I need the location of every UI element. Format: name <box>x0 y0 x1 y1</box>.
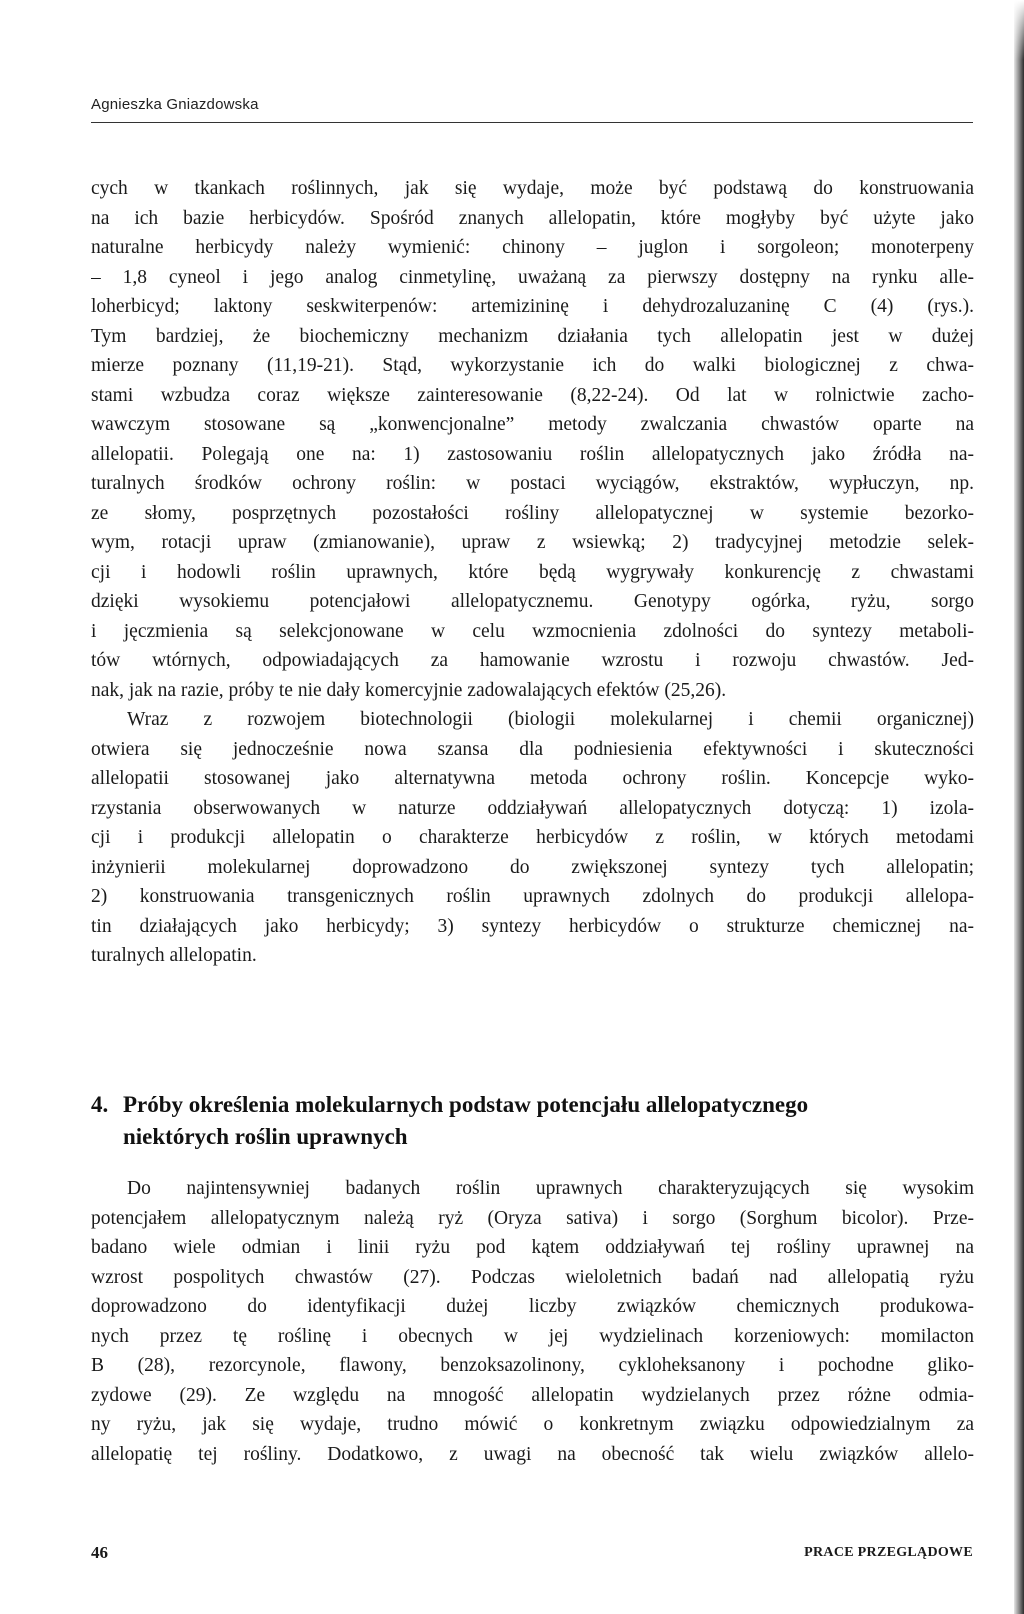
text-line: wawczym stosowane są „konwencjonalne” metody zwalczania chwastów oparte na <box>91 414 974 435</box>
text-line: ny ryżu, jak się wydaje, trudno mówić o konkretnym związku odpowiedzialnym za <box>91 1414 974 1435</box>
text-line: naturalne herbicydy należy wymienić: chinony – juglon i sorgoleon; monoterpeny <box>91 237 974 258</box>
journal-section-name: PRACE PRZEGLĄDOWE <box>804 1545 973 1560</box>
header-rule <box>91 122 973 123</box>
text-line: mierze poznany (11,19-21). Stąd, wykorzystanie ich do walki biologicznej z chwa- <box>91 355 974 376</box>
text-line: nak, jak na razie, próby te nie dały komercyjnie zadowalających efektów (25,26). <box>91 679 727 701</box>
section-title-line-1: Próby określenia molekularnych podstaw potencjału allelopatycznego <box>123 1092 809 1117</box>
scanned-page-edge <box>1014 0 1024 1614</box>
paragraph-1 <box>91 174 974 705</box>
text-line: allelopatii stosowanej jako alternatywna metoda ochrony roślin. Koncepcje wyko- <box>91 768 974 789</box>
text-line: cji i produkcji allelopatin o charakterze herbicydów z roślin, w których metodami <box>91 827 974 848</box>
section-heading <box>91 1089 974 1153</box>
text-line: loherbicyd; laktony seskwiterpenów: artemizininę i dehydrozaluzaninę C (4) (rys.). <box>91 296 974 317</box>
paragraph-3 <box>91 1174 974 1469</box>
text-line: cji i hodowli roślin uprawnych, które będą wygrywały konkurencję z chwastami <box>91 561 974 583</box>
text-line: tin działających jako herbicydy; 3) syntezy herbicydów o strukturze chemicznej na- <box>91 915 974 937</box>
text-line: 2) konstruowania transgenicznych roślin uprawnych zdolnych do produkcji allelopa- <box>91 886 974 907</box>
page-number: 46 <box>91 1543 108 1562</box>
text-line: stami wzbudza coraz większe zainteresowanie (8,22-24). Od lat w rolnictwie zacho- <box>91 384 974 406</box>
text-line: badano wiele odmian i linii ryżu pod kątem oddziaływań tej rośliny uprawnej na <box>91 1237 974 1258</box>
text-line: zydowe (29). Ze względu na mnogość allelopatin wydzielanych przez różne odmia- <box>91 1384 974 1406</box>
text-line: turalnych środków ochrony roślin: w postaci wyciągów, ekstraktów, wypłuczyn, np. <box>91 473 974 494</box>
section-title-line-2: niektórych roślin uprawnych <box>123 1124 408 1149</box>
text-line: B (28), rezorcynole, flawony, benzoksazolinony, cykloheksanony i pochodne gliko- <box>91 1355 974 1376</box>
text-line: cych w tkankach roślinnych, jak się wydaje, może być podstawą do konstruowania <box>91 178 974 199</box>
text-line: rzystania obserwowanych w naturze oddziaływań allelopatycznych dotyczą: 1) izola- <box>91 797 974 819</box>
text-line: wym, rotacji upraw (zmianowanie), upraw z wsiewką; 2) tradycyjnej metodzie selek- <box>91 532 974 553</box>
text-line: inżynierii molekularnej doprowadzono do zwiększonej syntezy tych allelopatin; <box>91 856 974 878</box>
text-line: potencjałem allelopatycznym należą ryż (Oryza sativa) i sorgo (Sorghum bicolor). Prze- <box>91 1207 974 1229</box>
text-line: dzięki wysokiemu potencjałowi allelopatycznemu. Genotypy ogórka, ryżu, sorgo <box>91 591 974 612</box>
text-line: ze słomy, posprzętnych pozostałości rośliny allelopatycznej w systemie bezorko- <box>91 502 974 524</box>
paragraph-2 <box>91 705 974 971</box>
page-edge-fade <box>1014 0 1024 60</box>
section-number: 4. <box>91 1092 109 1117</box>
text-line: – 1,8 cyneol i jego analog cinmetylinę, uważaną za pierwszy dostępny na rynku alle- <box>91 266 974 288</box>
running-head: Agnieszka Gniazdowska <box>91 96 259 113</box>
text-line: Do najintensywniej badanych roślin uprawnych charakteryzujących się wysokim <box>127 1178 974 1199</box>
text-line: na ich bazie herbicydów. Spośród znanych allelopatin, które mogłyby być użyte jako <box>91 207 974 229</box>
text-line: i jęczmienia są selekcjonowane w celu wzmocnienia zdolności do syntezy metaboli- <box>91 620 974 642</box>
text-line: doprowadzono do identyfikacji dużej liczby związków chemicznych produkowa- <box>91 1296 974 1317</box>
text-line: Wraz z rozwojem biotechnologii (biologii molekularnej i chemii organicznej) <box>127 709 974 730</box>
text-line: otwiera się jednocześnie nowa szansa dla podniesienia efektywności i skuteczności <box>91 738 974 760</box>
text-line: nych przez tę roślinę i obecnych w jej wydzielinach korzeniowych: momilacton <box>91 1325 974 1347</box>
text-line: allelopatię tej rośliny. Dodatkowo, z uwagi na obecność tak wielu związków allelo- <box>91 1443 974 1465</box>
text-line: turalnych allelopatin. <box>91 945 257 966</box>
text-line: allelopatii. Polegają one na: 1) zastosowaniu roślin allelopatycznych jako źródła na- <box>91 443 974 465</box>
text-line: wzrost pospolitych chwastów (27). Podczas wieloletnich badań nad allelopatią ryżu <box>91 1266 974 1288</box>
text-line: tów wtórnych, odpowiadających za hamowanie wzrostu i rozwoju chwastów. Jed- <box>91 650 974 671</box>
text-line: Tym bardziej, że biochemiczny mechanizm działania tych allelopatin jest w dużej <box>91 325 974 347</box>
